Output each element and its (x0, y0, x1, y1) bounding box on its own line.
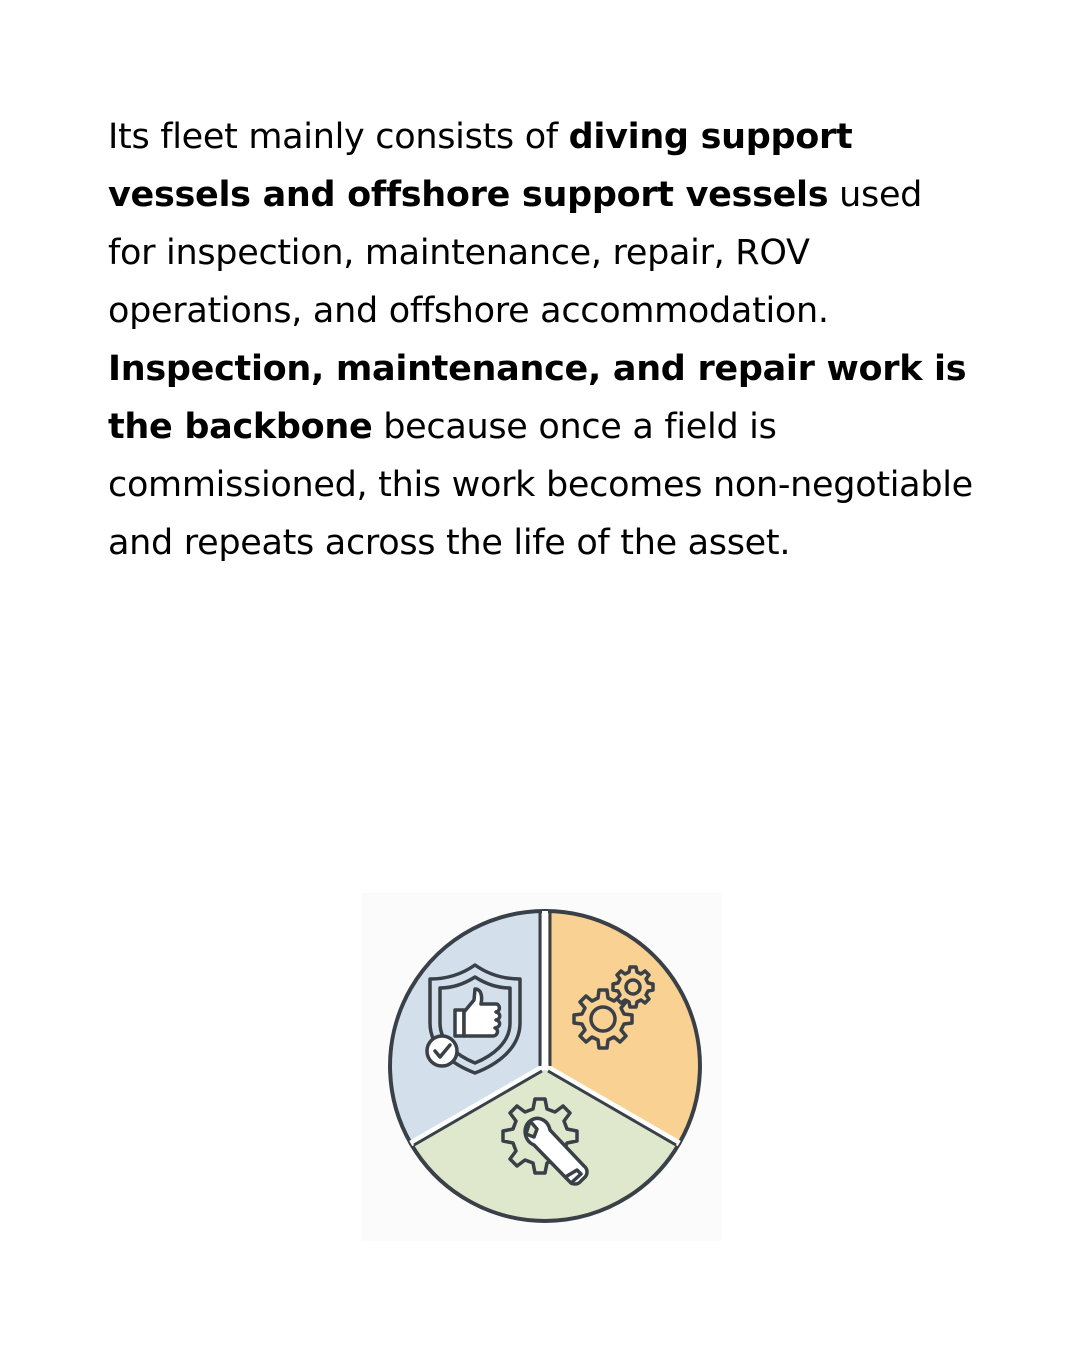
bold-text-segment: diving support vessels and offshore support vessels (108, 117, 853, 215)
body-paragraph (108, 108, 980, 572)
bold-text-segment: Inspection, maintenance, and repair work is the backbone (108, 349, 967, 447)
segmented-circle-illustration (362, 893, 722, 1241)
text-segment: because once a field is commissioned, this work becomes non-negotiable and repeats across the life of the asset. (108, 407, 973, 563)
text-segment: Its fleet mainly consists of (108, 117, 569, 157)
text-segment: used for inspection, maintenance, repair, ROV operations, and offshore accommodation. (108, 175, 923, 331)
